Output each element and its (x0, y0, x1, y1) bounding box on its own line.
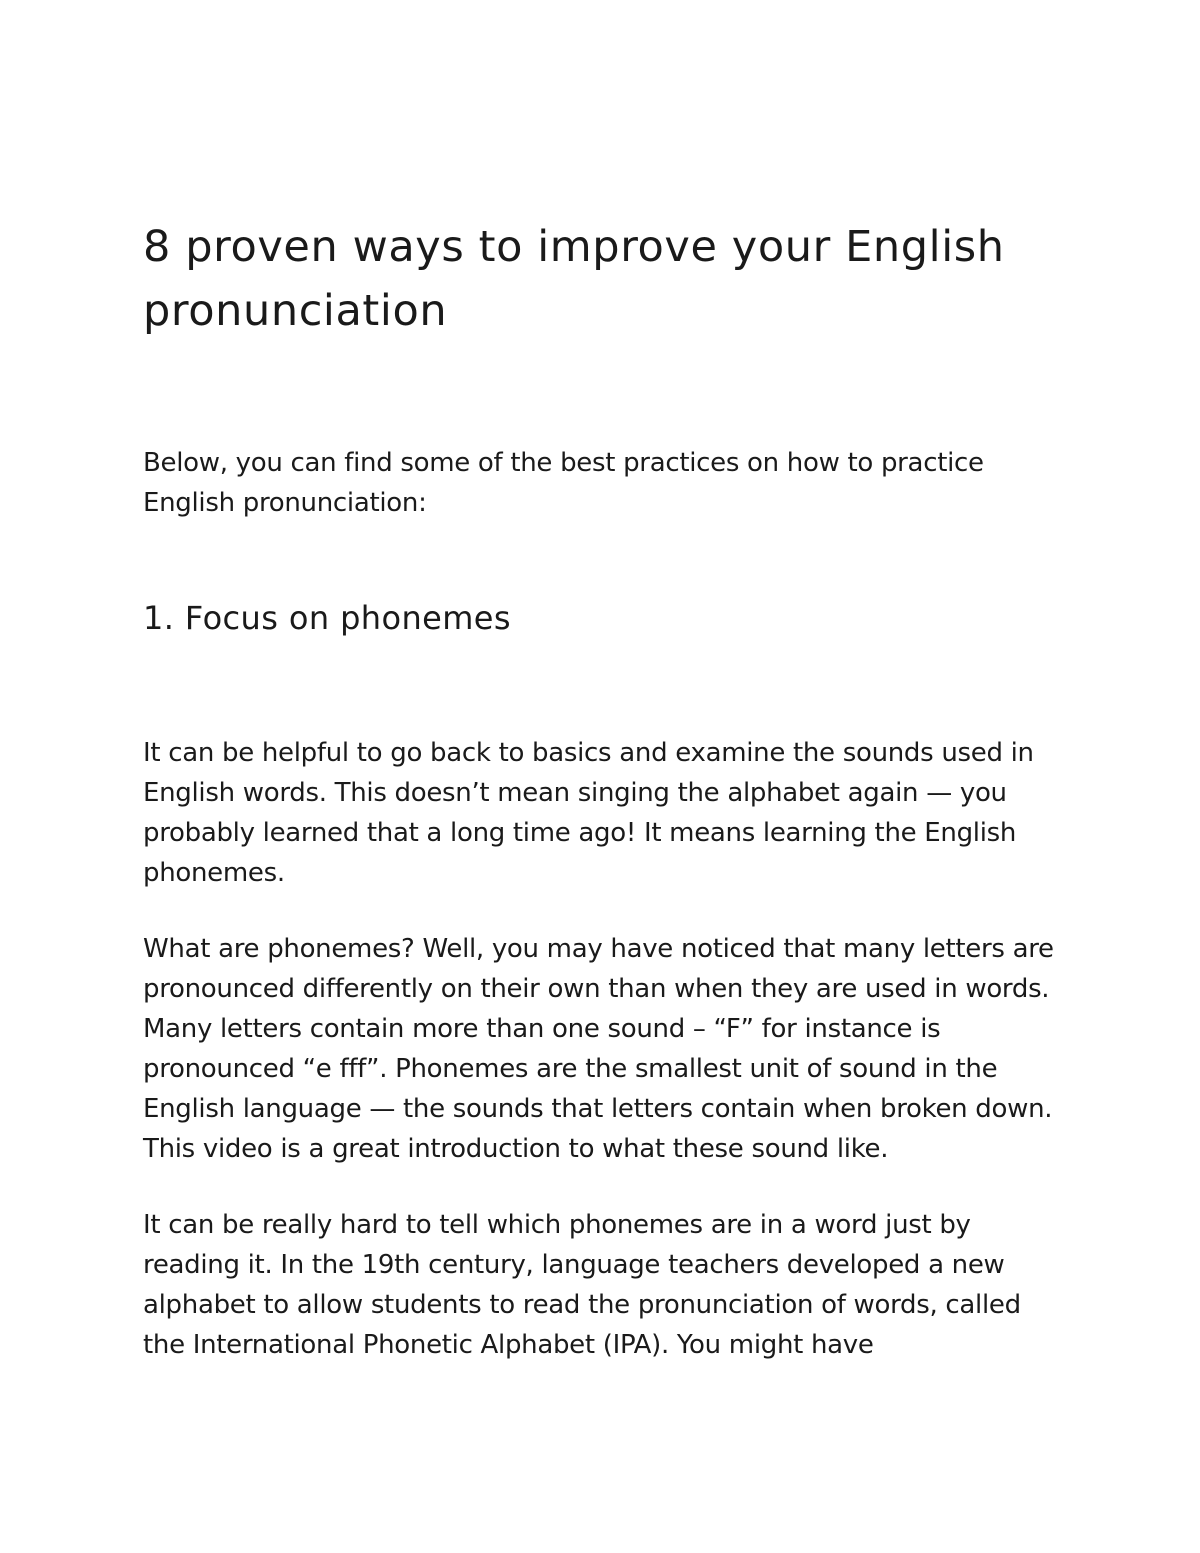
section-heading: 1. Focus on phonemes (143, 599, 511, 637)
section-paragraph: It can be helpful to go back to basics and examine the sounds used in English words. This doesn’t mean singing the alphabet again — you probably learned that a long time ago! It means learning the English phonemes. (143, 738, 1034, 888)
intro-paragraph: Below, you can find some of the best practices on how to practice English pronunciation: (143, 448, 984, 518)
section-paragraph: It can be really hard to tell which phonemes are in a word just by reading it. In the 19th century, language teachers developed a new alphabet to allow students to read the pronunciation of words, called the International Phonetic Alphabet (IPA). You might have (143, 1210, 1021, 1360)
section-paragraph: What are phonemes? Well, you may have noticed that many letters are pronounced differently on their own than when they are used in words. Many letters contain more than one sound – “F” for instance is pronounced “e fff”. Phonemes are the smallest unit of sound in the English language — the sounds that letters contain when broken down. This video is a great introduction to what these sound like. (143, 934, 1054, 1164)
document-title: 8 proven ways to improve your English pronunciation (143, 222, 1005, 336)
document-content (143, 215, 1058, 1365)
